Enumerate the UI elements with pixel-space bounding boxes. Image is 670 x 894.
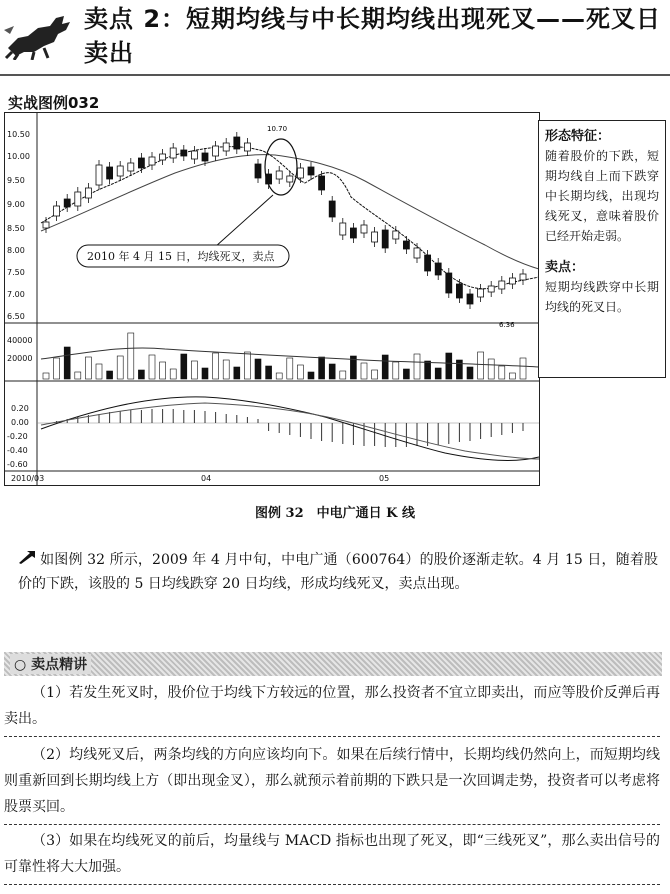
price-tick: 6.50 [7,312,25,321]
page-title: 卖点 2：短期均线与中长期均线出现死叉——死叉日卖出 [84,5,662,67]
volume-bar [96,364,102,379]
volume-bar [85,357,91,379]
volume-bar [509,373,515,379]
candle-body [276,171,282,179]
stock-chart [4,112,540,486]
candle-body [372,232,378,242]
candle-body [170,148,176,158]
candle-body [382,230,388,248]
candle-body [488,286,494,292]
volume-bar [202,368,208,379]
candle-body [43,222,49,228]
volume-bar [425,361,431,379]
volume-bar [287,358,293,379]
candle-body [467,294,473,304]
volume-bar [75,372,81,379]
volume-bar [340,371,346,379]
high-marker: 10.70 [267,125,288,133]
candle-body [456,284,462,298]
date-label: 2010/03 [11,474,45,483]
volume-bar [64,347,70,379]
volume-bar [308,372,314,379]
volume-bar [329,364,335,379]
macd-axis [7,404,29,469]
candle-body [149,157,155,165]
price-tick: 10.50 [7,130,30,139]
candle-body [478,289,484,297]
volume-bar [244,352,250,379]
volume-bar [499,366,505,379]
volume-bar [107,371,113,379]
volume-bar [170,369,176,379]
candle-body [393,231,399,239]
volume-axis [7,336,32,363]
candlestick-chart-svg [5,113,539,485]
candle-body [403,241,409,249]
volume-bar [223,360,229,379]
date-label: 05 [379,474,390,483]
candle-body [287,176,293,182]
price-axis [7,130,30,321]
tip-divider [4,884,660,885]
candle-body [520,274,526,280]
volume-bar [117,356,123,379]
volume-bar [276,373,282,379]
bull-icon [4,8,76,60]
volume-bar [43,373,49,379]
candle-body [340,223,346,235]
candle-body [75,192,81,206]
volume-bar [372,370,378,379]
volume-bar [319,357,325,379]
date-label: 04 [201,474,212,483]
candle-body [223,143,229,151]
macd-tick: -0.40 [7,446,28,455]
volume-bar [54,358,60,379]
candle-body [96,165,102,185]
sell-point-text: 短期均线跌穿中长期均线的死叉日。 [545,280,659,314]
candle-body [435,263,441,275]
macd-tick: 0.00 [11,418,29,427]
candle-body [85,188,91,198]
volume-bar [467,367,473,379]
pattern-text: 随着股价的下跌，短期均线自上而下跌穿中长期均线，出现均线死叉，意味着股价已经开始走弱。 [545,149,659,243]
tip-item: （2）均线死叉后，两条均线的方向应该均向下。如果在后续行情中，长期均线仍然向上，而短期均线则重新回到长期均线上方（即出现金叉），那么就预示着前期的下跌只是一次回调走势，投资者可以考虑将股票买回。 [4,747,660,815]
price-tick: 9.50 [7,176,25,185]
annotation-pointer [215,195,273,247]
volume-bar [393,362,399,379]
intro-text: 如图例 32 所示，2009 年 4 月中旬，中电广通（600764）的股价逐渐走软。4 月 15 日，随着股价的下跌，该股的 5 日均线跌穿 20 日均线，形成均线死叉，卖点出现。 [18,552,658,592]
volume-bar [255,359,261,379]
price-tick: 7.00 [7,290,25,299]
price-tick: 8.50 [7,224,25,233]
volume-bar [414,354,420,379]
candle-body [308,167,314,175]
tip-item: （1）若发生死叉时，股价位于均线下方较远的位置，那么投资者不宜立即卖出，而应等股价反弹后再卖出。 [4,685,660,727]
volume-bar [382,355,388,379]
candle-body [160,154,166,160]
volume-bar [213,353,219,379]
candle-body [425,255,431,271]
pattern-heading: 形态特征： [545,129,611,144]
volume-bar [456,360,462,379]
tips-header-bar [4,652,662,676]
volume-bar [128,333,134,379]
candle-body [234,137,240,149]
price-tick: 8.00 [7,246,25,255]
annotation-text: 2010 年 4 月 15 日，均线死叉，卖点 [87,250,275,263]
candle-body [213,146,219,156]
price-tick: 7.50 [7,268,25,277]
sell-point-heading: 卖点： [545,260,585,275]
candle-body [191,151,197,159]
candle-body [361,225,367,233]
volume-bar [446,353,452,379]
volume-bar [149,355,155,379]
volume-tick: 20000 [7,354,33,363]
arrow-icon [18,548,40,572]
price-tick: 9.00 [7,200,25,209]
volume-tick: 40000 [7,336,33,345]
volume-bar [234,367,240,379]
macd-tick: 0.20 [11,404,29,413]
candle-body [128,163,134,171]
candle-body [509,278,515,284]
tip-divider [4,736,660,737]
candle-body [414,248,420,258]
volume-bar [297,365,303,379]
candle-body [54,206,60,216]
candle-body [255,164,261,178]
candle-body [350,228,356,238]
macd-tick: -0.60 [7,460,28,469]
price-tick: 10.00 [7,152,30,161]
volume-bar [160,362,166,379]
volume-bar [181,354,187,379]
tip-item: （3）如果在均线死叉的前后，均量线与 MACD 指标也出现了死叉，即“三线死叉”，那么卖出信号的可靠性将大大加强。 [4,833,660,875]
page-header [0,0,670,78]
candle-body [117,166,123,176]
macd-tick: -0.20 [7,432,28,441]
low-marker: 6.36 [499,321,515,329]
candle-body [499,281,505,289]
volume-bar [478,352,484,379]
side-notes-box [538,120,666,378]
volume-bar [488,359,494,379]
figure-caption: 图例 32 中电广通日 K 线 [255,506,415,521]
date-axis [11,474,389,483]
volume-bar [361,363,367,379]
title-divider [0,74,670,76]
volume-bar [138,370,144,379]
volume-bar [435,368,441,379]
circle-bullet-icon: ○ [14,657,32,673]
candle-body [319,176,325,190]
dead-cross-circle [265,139,297,195]
intro-paragraph [18,548,658,596]
candle-body [297,168,303,178]
example-label: 实战图例032 [8,94,100,112]
tip-divider [4,824,660,825]
candle-body [107,167,113,179]
candle-body [202,153,208,161]
volume-bar [266,366,272,379]
tips-title: ○ 卖点精讲 [10,654,91,674]
candle-body [329,201,335,217]
volume-bar [520,358,526,379]
candle-body [181,150,187,156]
candle-body [138,158,144,168]
volume-bar [403,369,409,379]
candle-body [446,273,452,293]
candle-body [64,199,70,207]
candle-body [244,143,250,151]
volume-bar [191,361,197,379]
